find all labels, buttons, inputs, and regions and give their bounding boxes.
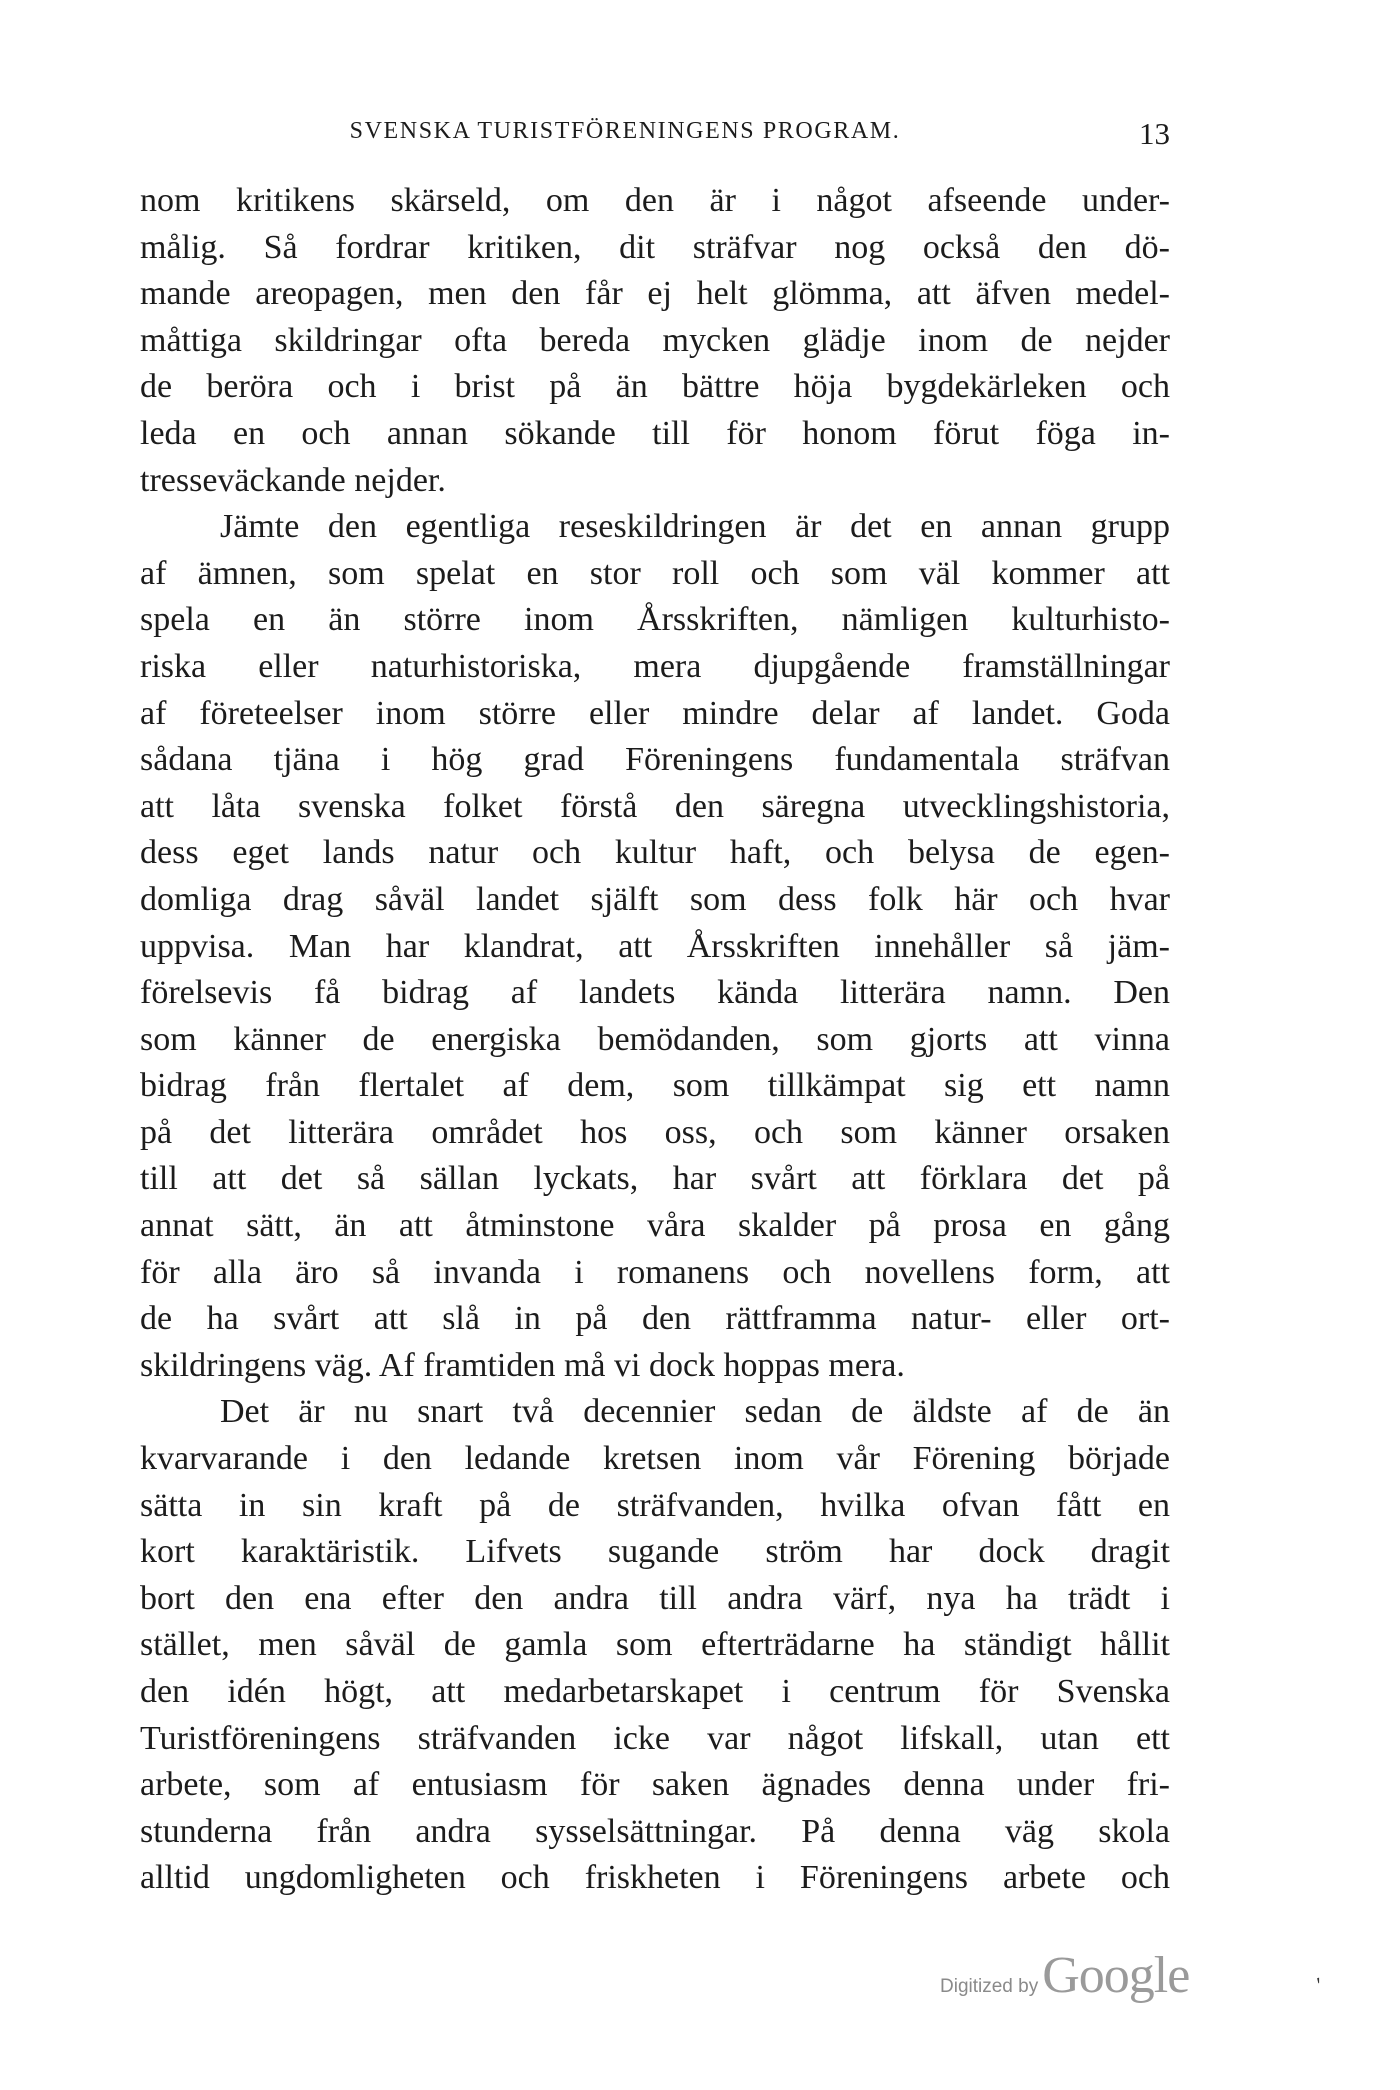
text-line: Det är nu snart två decennier sedan de äldste af de än [220, 1393, 1170, 1431]
text-line: arbete, som af entusiasm för saken ägnades denna under fri- [140, 1766, 1170, 1804]
page-number: 13 [1139, 116, 1170, 151]
text-line: skildringens väg. Af framtiden må vi dock hoppas mera. [140, 1346, 905, 1384]
text-line: spela en än större inom Årsskriften, nämligen kulturhisto- [140, 601, 1170, 639]
text-line: bort den ena efter den andra till andra värf, nya ha trädt i [140, 1579, 1170, 1617]
digitized-by-label: Digitized by [940, 1976, 1039, 1997]
text-line: måttiga skildringar ofta bereda mycken glädje inom de nejder [140, 321, 1170, 359]
text-line: stunderna från andra sysselsättningar. På denna väg skola [140, 1812, 1170, 1850]
text-line: kvarvarande i den ledande kretsen inom vår Förening började [140, 1440, 1170, 1478]
text-line: som känner de energiska bemödanden, som gjorts att vinna [140, 1020, 1170, 1058]
google-wordmark: Google [1042, 1947, 1190, 2004]
text-line: kort karaktäristik. Lifvets sugande ström har dock dragit [140, 1533, 1170, 1571]
text-line: på det litterära området hos oss, och som känner orsaken [140, 1113, 1170, 1151]
text-line: domliga drag såväl landet själft som dess folk här och hvar [140, 880, 1170, 918]
page-header [140, 116, 1170, 156]
text-line: sätta in sin kraft på de sträfvanden, hvilka ofvan fått en [140, 1486, 1170, 1524]
running-head: SVENSKA TURISTFÖRENINGENS PROGRAM. [349, 118, 901, 144]
text-line: mande areopagen, men den får ej helt glömma, att äfven medel- [140, 275, 1170, 313]
text-line: Jämte den egentliga reseskildringen är det en annan grupp [220, 508, 1170, 546]
text-line: de ha svårt att slå in på den rättframma natur- eller ort- [140, 1300, 1170, 1338]
text-line: af företeelser inom större eller mindre delar af landet. Goda [140, 694, 1170, 732]
text-line: dess eget lands natur och kultur haft, och belysa de egen- [140, 834, 1170, 872]
text-line: tresseväckande nejder. [140, 461, 446, 499]
text-line: för alla äro så invanda i romanens och novellens form, att [140, 1253, 1170, 1291]
text-line: de beröra och i brist på än bättre höja bygdekärleken och [140, 368, 1170, 406]
text-line: sådana tjäna i hög grad Föreningens fundamentala sträfvan [140, 741, 1170, 779]
text-line: alltid ungdomligheten och friskheten i Föreningens arbete och [140, 1859, 1170, 1897]
text-line: Turistföreningens sträfvanden icke var något lifskall, utan ett [140, 1719, 1170, 1757]
text-line: annat sätt, än att åtminstone våra skalder på prosa en gång [140, 1207, 1170, 1245]
text-line: stället, men såväl de gamla som efterträdarne ha ständigt hållit [140, 1626, 1170, 1664]
digitization-watermark [940, 1946, 1189, 2006]
text-line: till att det så sällan lyckats, har svårt att förklara det på [140, 1160, 1170, 1198]
text-line: förelsevis få bidrag af landets kända litterära namn. Den [140, 974, 1170, 1012]
text-line: af ämnen, som spelat en stor roll och som väl kommer att [140, 554, 1170, 592]
text-line: den idén högt, att medarbetarskapet i centrum för Svenska [140, 1673, 1170, 1710]
text-line: leda en och annan sökande till för honom förut föga in- [140, 414, 1170, 452]
margin-pencil-mark: ʹ [1313, 1971, 1327, 1998]
text-line: riska eller naturhistoriska, mera djupgående framställningar [140, 647, 1170, 685]
text-line: att låta svenska folket förstå den säregna utvecklingshistoria, [140, 787, 1170, 825]
text-line: målig. Så fordrar kritiken, dit sträfvar nog också den dö- [140, 228, 1170, 266]
text-line: nom kritikens skärseld, om den är i något afseende under- [140, 182, 1170, 219]
body-text [140, 178, 1170, 1902]
text-line: bidrag från flertalet af dem, som tillkämpat sig ett namn [140, 1067, 1170, 1105]
text-line: uppvisa. Man har klandrat, att Årsskriften innehåller så jäm- [140, 927, 1170, 965]
